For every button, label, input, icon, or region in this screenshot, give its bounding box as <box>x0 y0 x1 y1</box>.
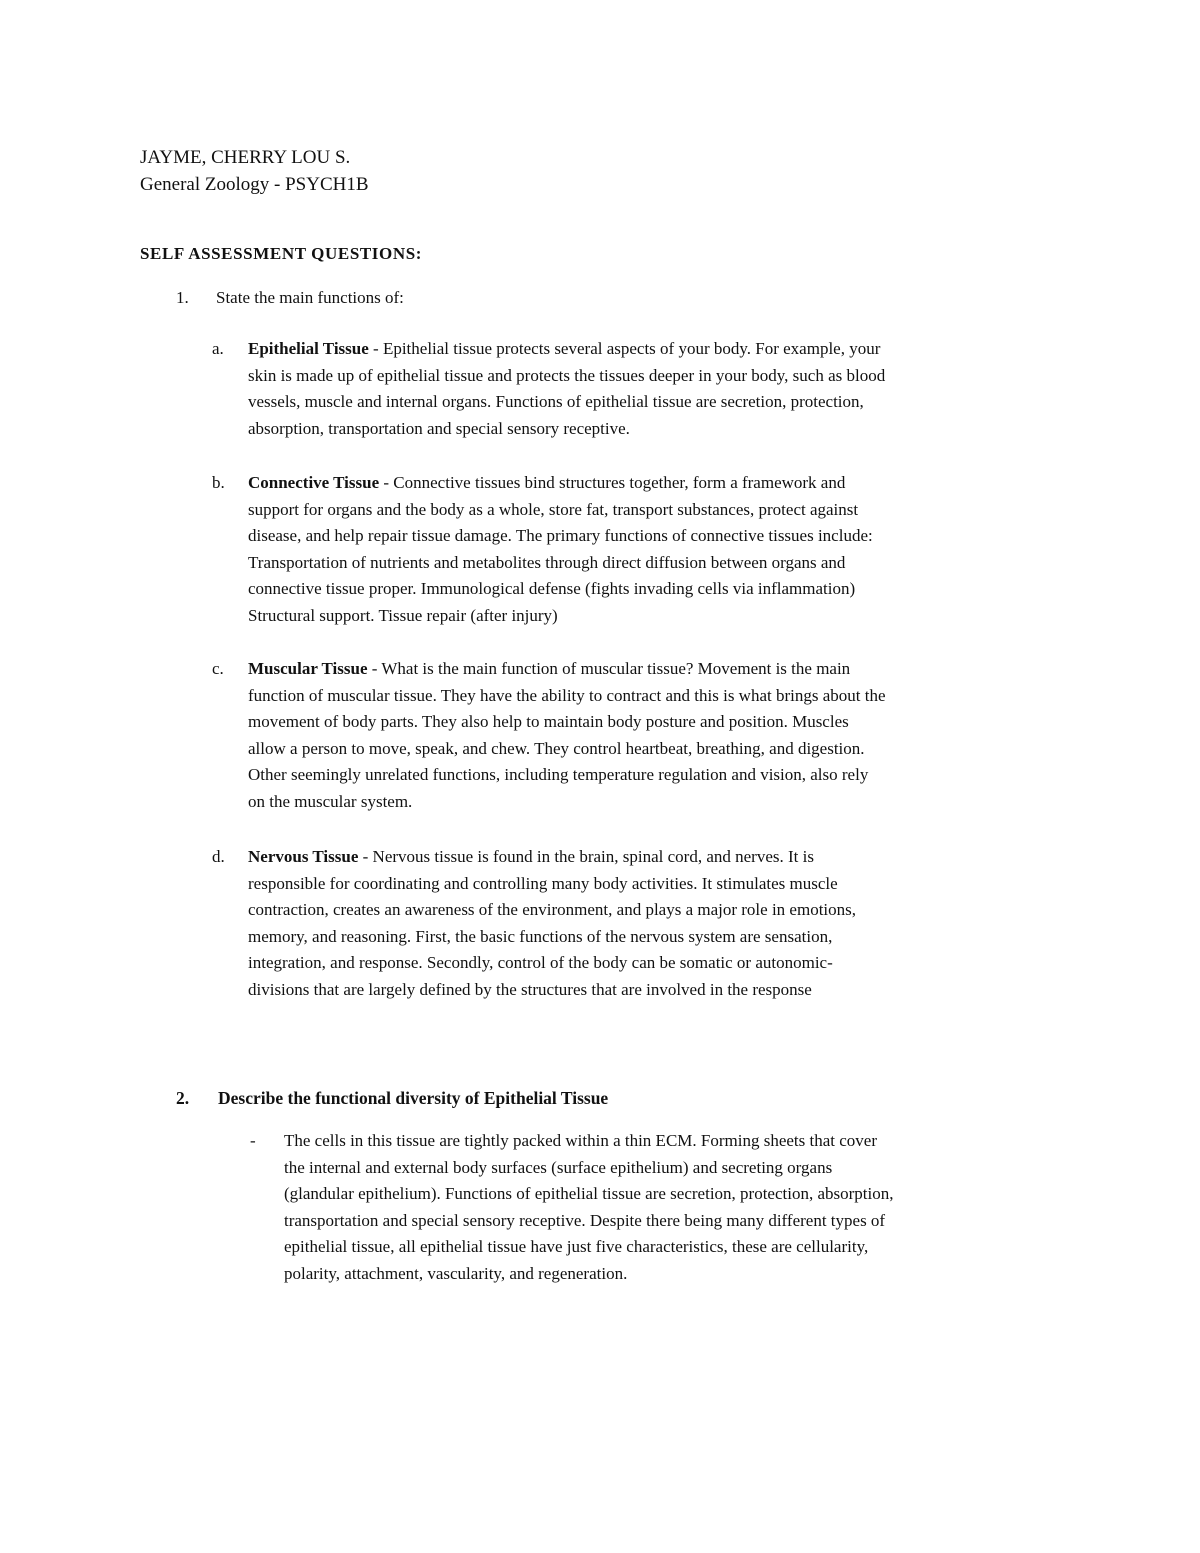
item-line: function of muscular tissue. They have the ability to contract and this is what brings about the <box>248 685 886 705</box>
bullet-line: the internal and external body surfaces (surface epithelium) and secreting organs <box>284 1157 833 1177</box>
question-1 <box>176 285 576 311</box>
item-line: - What is the main function of muscular tissue? Movement is the main <box>367 659 851 678</box>
item-line: - Epithelial tissue protects several aspects of your body. For example, your <box>368 339 881 358</box>
student-name: JAYME, CHERRY LOU S. <box>140 147 351 168</box>
answer-item-nervous <box>212 844 1072 1009</box>
item-term: Nervous Tissue <box>248 847 359 866</box>
item-line: movement of body parts. They also help to maintain body posture and position. Muscles <box>248 712 849 732</box>
item-line: responsible for coordinating and controlling many body activities. It stimulates muscle <box>248 873 838 893</box>
item-line: Transportation of nutrients and metabolites through direct diffusion between organs and <box>248 552 846 572</box>
bullet-line: epithelial tissue, all epithelial tissue have just five characteristics, these are cellularity, <box>284 1237 869 1257</box>
item-body <box>248 844 1068 1004</box>
bullet-line: transportation and special sensory receptive. Despite there being many different types of <box>284 1210 886 1230</box>
item-letter: d. <box>212 847 225 866</box>
question-2 <box>176 1085 776 1111</box>
bullet-line: The cells in this tissue are tightly packed within a thin ECM. Forming sheets that cover <box>284 1131 877 1150</box>
item-line: support for organs and the body as a whole, store fat, transport substances, protect against <box>248 499 859 519</box>
item-line: contraction, creates an awareness of the environment, and plays a major role in emotions, <box>248 900 857 920</box>
item-line: - Nervous tissue is found in the brain, spinal cord, and nerves. It is <box>358 847 814 866</box>
item-line: vessels, muscle and internal organs. Functions of epithelial tissue are secretion, protection, <box>248 392 864 412</box>
item-line: Structural support. Tissue repair (after injury) <box>248 605 558 625</box>
bullet-line: polarity, attachment, vascularity, and regeneration. <box>284 1263 628 1283</box>
item-body <box>248 470 1068 630</box>
item-term: Muscular Tissue <box>248 659 368 678</box>
item-body <box>248 336 1068 442</box>
item-letter: c. <box>212 659 224 678</box>
answer-item-epithelial <box>212 336 1072 446</box>
section-title: SELF ASSESSMENT QUESTIONS: <box>140 244 423 263</box>
item-line: absorption, transportation and special sensory receptive. <box>248 418 630 438</box>
item-line: skin is made up of epithelial tissue and protects the tissues deeper in your body, such as blood <box>248 365 886 385</box>
item-line: allow a person to move, speak, and chew. They control heartbeat, breathing, and digestion. <box>248 738 865 758</box>
question-1-text: State the main functions of: <box>216 288 404 307</box>
item-line: connective tissue proper. Immunological defense (fights invading cells via inflammation) <box>248 579 856 599</box>
item-letter: a. <box>212 339 224 358</box>
item-line: Other seemingly unrelated functions, including temperature regulation and vision, also rely <box>248 765 869 785</box>
question-2-number: 2. <box>176 1088 190 1108</box>
item-line: on the muscular system. <box>248 791 413 811</box>
item-term: Connective Tissue <box>248 473 380 492</box>
item-line: disease, and help repair tissue damage. The primary functions of connective tissues include: <box>248 526 873 546</box>
course-title: General Zoology - PSYCH1B <box>140 174 369 195</box>
question-2-text: Describe the functional diversity of Epithelial Tissue <box>218 1088 609 1108</box>
item-letter: b. <box>212 473 225 492</box>
item-term: Epithelial Tissue <box>248 339 369 358</box>
question-1-number: 1. <box>176 288 189 307</box>
item-line: memory, and reasoning. First, the basic functions of the nervous system are sensation, <box>248 926 833 946</box>
answer-item-connective <box>212 470 1072 635</box>
item-line: integration, and response. Secondly, control of the body can be somatic or autonomic- <box>248 953 833 973</box>
bullet-line: (glandular epithelium). Functions of epithelial tissue are secretion, protection, absorption, <box>284 1184 894 1204</box>
item-line: - Connective tissues bind structures together, form a framework and <box>379 473 846 492</box>
bullet-dash: - <box>250 1131 256 1150</box>
answer-item-muscular <box>212 656 1072 821</box>
item-body <box>248 656 1068 816</box>
item-line: divisions that are largely defined by the structures that are involved in the response <box>248 979 812 999</box>
bullet-body <box>284 1128 1070 1288</box>
answer-bullet <box>250 1128 1070 1293</box>
